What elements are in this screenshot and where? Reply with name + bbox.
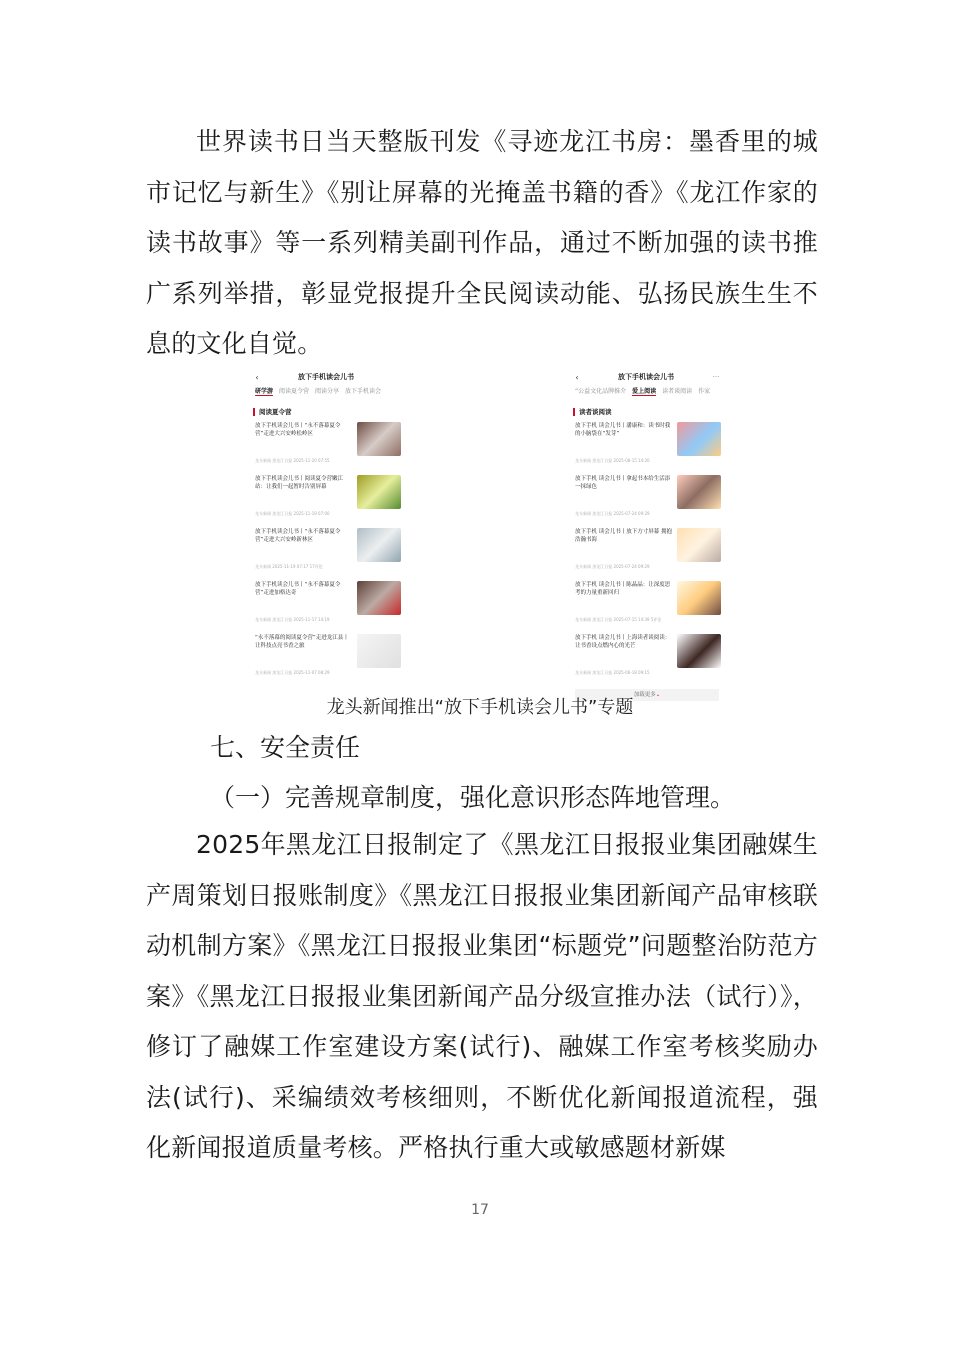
list-item[interactable]: [255, 422, 401, 475]
item-title: 放下手机 读会儿书丨放下方寸屏幕 拥抱浩瀚书海: [575, 529, 672, 543]
item-title: 放下手机读会儿书丨“永不落幕夏令营”走进加格达奇: [255, 582, 341, 596]
back-arrow-icon[interactable]: ‹: [575, 372, 579, 382]
phone-tabs: [571, 384, 723, 398]
item-meta: 龙头新闻 黑龙江日报 2025-06-18 09:15: [575, 670, 650, 675]
phone-header: [251, 370, 403, 384]
item-title: “永不落幕的阅读夏令营”走进龙江县丨让科技点亮书香之旅: [255, 635, 349, 649]
list-item[interactable]: [575, 528, 721, 581]
item-meta: 龙头新闻 黑龙江日报 2025-08-15 14:20: [575, 458, 650, 463]
item-meta: 龙头新闻 黑龙江日报 2025-11-07 08:29: [255, 670, 330, 675]
thumbnail-image: [677, 634, 721, 668]
phone-title: 放下手机读会儿书: [298, 373, 354, 381]
thumbnail-image: [357, 634, 401, 668]
phone-screenshot-left: [251, 370, 403, 688]
item-meta: 龙头新闻 2025-11-19 07:17 17评论: [255, 564, 323, 569]
list-item[interactable]: [255, 581, 401, 634]
phone-header: [571, 370, 723, 384]
item-title: 放下手机读会儿书丨“永不落幕夏令营”走进大兴安岭新林区: [255, 529, 341, 543]
thumbnail-image: [357, 475, 401, 509]
thumbnail-image: [677, 422, 721, 456]
tab-reading-share[interactable]: 阅读分享: [315, 388, 340, 395]
list-item[interactable]: [575, 634, 721, 687]
section-title: 阅读夏令营: [253, 408, 403, 416]
paragraph-regulations: 2025年黑龙江日报制定了《黑龙江日报报业集团融媒生产周策划日报账制度》《黑龙江日报报业集团新闻产品审核联动机制方案》《黑龙江日报报业集团“标题党”问题整治防范方案》《黑龙江日报报业集团新闻产品分级宣推办法（试行）》，修订了融媒工作室建设方案(试行)、融媒工作室考核奖励办法(试行)、采编绩效考核细则，不断优化新闻报道流程，强化新闻报道质量考核。严格执行重大或敏感题材新媒: [146, 830, 818, 1162]
phone-screenshot-right: [571, 370, 723, 698]
list-item[interactable]: [575, 422, 721, 475]
paragraph-reading-promotion: 世界读书日当天整版刊发《寻迹龙江书房：墨香里的城市记忆与新生》《别让屏幕的光掩盖书籍的香》《龙江作家的读书故事》等一系列精美副刊作品，通过不断加强的读书推广系列举措，彰显党报提升全民阅读动能、弘扬民族生生不息的文化自觉。: [146, 127, 818, 358]
more-icon[interactable]: ···: [712, 373, 720, 381]
thumbnail-image: [357, 422, 401, 456]
list-item[interactable]: [575, 475, 721, 528]
back-arrow-icon[interactable]: ‹: [255, 372, 259, 382]
list-item[interactable]: [575, 581, 721, 634]
tab-put-down-phone[interactable]: 放下手机读会: [345, 388, 382, 395]
item-meta: 龙头新闻 黑龙江日报 2025-07-24 09:29: [575, 511, 650, 516]
list-item[interactable]: [255, 475, 401, 528]
item-meta: 龙头新闻 黑龙江日报 2025-11-20 07:55: [255, 458, 330, 463]
tab-yanxueyou[interactable]: 研学游: [255, 388, 274, 395]
tab-readers-talk[interactable]: 读者谈阅读: [662, 388, 693, 395]
page-number: 17: [471, 1202, 489, 1218]
thumbnail-image: [677, 581, 721, 615]
item-title: 放下手机读会儿书丨“永不落幕夏令营”走进大兴安岭松岭区: [255, 423, 341, 437]
item-meta: 龙头新闻 黑龙江日报 2025-11-17 14:19: [255, 617, 330, 622]
item-meta: 龙头新闻 黑龙江日报 2025-07-24 09:29: [575, 564, 650, 569]
tab-brand-intro[interactable]: “公益文化品牌推介: [575, 388, 627, 395]
chevron-down-icon: ⌄: [655, 692, 661, 698]
thumbnail-image: [677, 475, 721, 509]
section-title: 读者谈阅读: [573, 408, 723, 416]
load-more-label: 加载更多: [633, 692, 656, 698]
item-title: 放下手机读会儿书丨阅读夏令营嫩江站：让我们一起暂时告别屏幕: [255, 476, 344, 490]
tab-love-reading[interactable]: 爱上阅读: [632, 388, 657, 395]
phone-tabs: [251, 384, 403, 398]
list-item[interactable]: [255, 634, 401, 687]
item-title: 放下手机 读会儿书丨上海读者谈阅读：让书香设点燃内心的光芒: [575, 635, 671, 649]
tab-summer-camp[interactable]: 阅读夏令营: [279, 388, 310, 395]
item-title: 放下手机 读会儿书丨潘康和：读书时我的小脑袋在“发芽”: [575, 423, 671, 437]
subsection-heading: （一）完善规章制度，强化意识形态阵地管理。: [210, 783, 736, 812]
body-text-bottom: [146, 820, 818, 1174]
section-heading: 七、安全责任: [210, 733, 361, 762]
item-meta: 龙头新闻 黑龙江日报 2025-07-15 14:39 5评论: [575, 617, 662, 622]
body-text-top: [146, 117, 818, 370]
list-item[interactable]: [255, 528, 401, 581]
thumbnail-image: [677, 528, 721, 562]
tab-writers[interactable]: 作家: [698, 388, 711, 395]
thumbnail-image: [357, 528, 401, 562]
thumbnail-image: [357, 581, 401, 615]
item-meta: 龙头新闻 黑龙江日报 2025-11-19 07:00: [255, 511, 330, 516]
figure-caption: 龙头新闻推出“放下手机读会儿书”专题: [326, 697, 634, 718]
item-title: 放下手机 读会儿书丨拿起书本给生活添一抹绿色: [575, 476, 671, 490]
item-title: 放下手机 读会儿书丨陈晶晶：让深度思考的力量重新回归: [575, 582, 671, 596]
phone-title: 放下手机读会儿书: [618, 373, 674, 381]
